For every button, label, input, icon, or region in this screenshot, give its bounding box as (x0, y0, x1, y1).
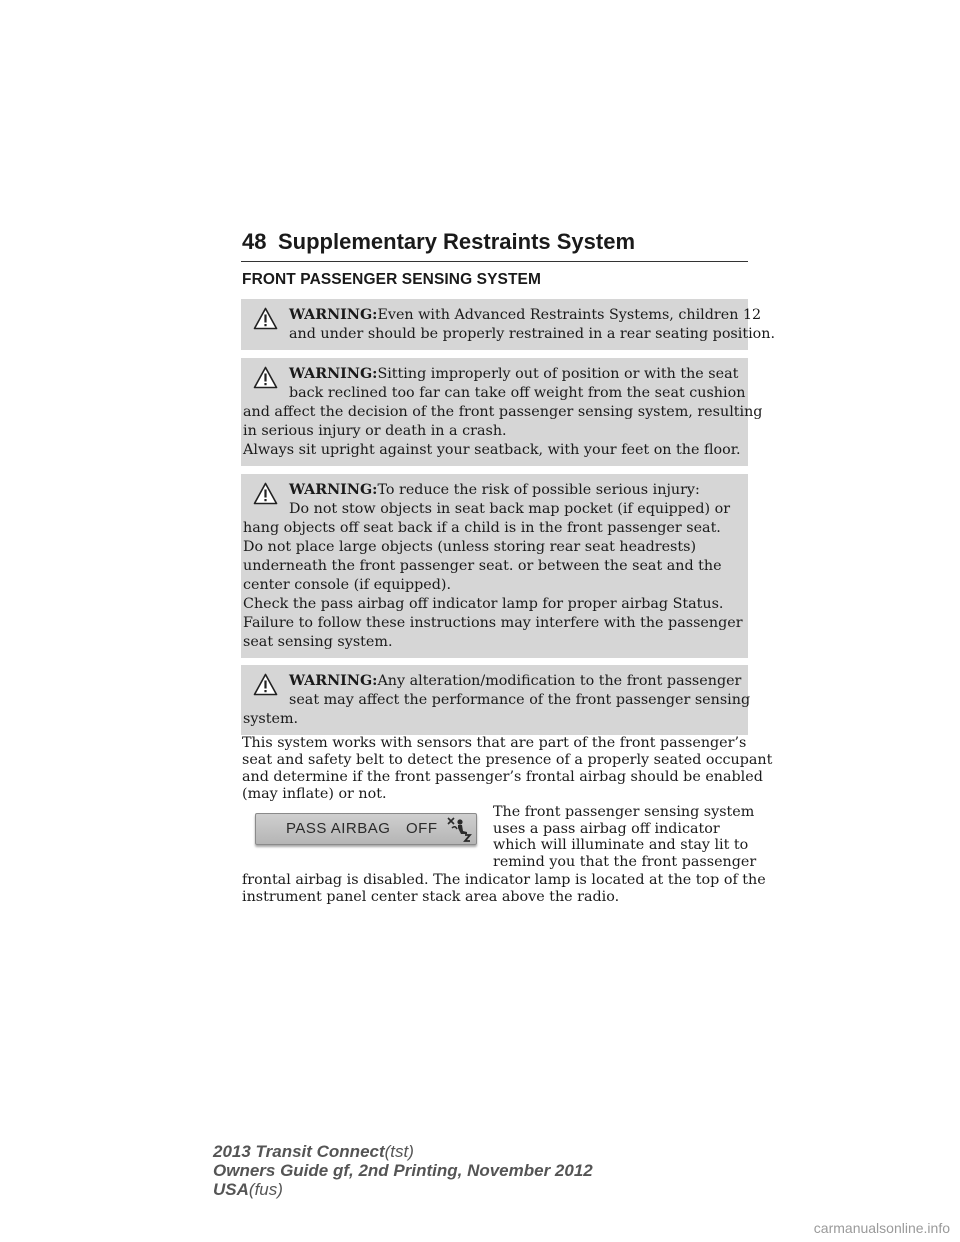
warning-text: Any alteration/modification to the front passenger (377, 673, 742, 689)
warning-box-4 (241, 665, 751, 735)
warning-line: underneath the front passenger seat. or between the seat and the (243, 558, 722, 574)
warning-first-line (241, 306, 762, 325)
warning-line: Check the pass airbag off indicator lamp for proper airbag Status. (243, 596, 724, 612)
section-heading: FRONT PASSENGER SENSING SYSTEM (242, 271, 541, 288)
body-paragraph (242, 735, 773, 803)
warning-line: system. (243, 711, 299, 727)
footer-line-1 (213, 1142, 593, 1161)
lamp-label: PASS AIRBAG (286, 820, 391, 837)
warning-label: WARNING: (289, 366, 378, 382)
body-line: and determine if the front passenger’s frontal airbag should be enabled (242, 769, 763, 785)
body-line: seat and safety belt to detect the presence of a properly seated occupant (242, 752, 773, 768)
footer-printing: Owners Guide gf, 2nd Printing, November 2012 (213, 1161, 593, 1180)
warning-line: and under should be properly restrained in a rear seating position. (289, 326, 776, 342)
footer-line-2 (213, 1161, 593, 1180)
warning-label: WARNING: (289, 482, 378, 498)
warning-triangle-icon (253, 366, 278, 389)
chapter-title: Supplementary Restraints System (278, 229, 636, 254)
document-footer (213, 1142, 593, 1199)
side-paragraph (493, 804, 757, 870)
body-line: (may inflate) or not. (242, 786, 387, 802)
warning-text: To reduce the risk of possible serious injury: (377, 482, 700, 498)
warning-text: Even with Advanced Restraints Systems, children 12 (377, 307, 762, 323)
warning-box-2 (241, 358, 763, 466)
body-line: frontal airbag is disabled. The indicator lamp is located at the top of the (242, 872, 766, 888)
page-number: 48 (242, 229, 267, 254)
side-line: remind you that the front passenger (493, 853, 757, 870)
side-line: which will illuminate and stay lit to (493, 837, 749, 853)
footer-market-code: (fus) (248, 1180, 283, 1199)
passenger-airbag-icon (446, 816, 472, 842)
warning-triangle-icon (253, 673, 278, 696)
warning-box-1 (241, 299, 776, 350)
warning-first-line (241, 365, 740, 384)
body-line: This system works with sensors that are part of the front passenger’s (242, 735, 747, 751)
warning-line: hang objects off seat back if a child is in the front passenger seat. (243, 520, 721, 536)
page-header (241, 229, 748, 262)
warning-label: WARNING: (289, 307, 378, 323)
side-line: uses a pass airbag off indicator (493, 820, 720, 837)
side-line: The front passenger sensing system (493, 804, 755, 820)
warning-box-3 (241, 474, 748, 658)
body-line: instrument panel center stack area above the radio. (242, 889, 620, 905)
footer-line-3 (213, 1180, 593, 1199)
warning-line: back reclined too far can take off weight from the seat cushion (289, 385, 746, 401)
pass-airbag-off-indicator (255, 813, 477, 845)
footer-market: USA (213, 1180, 249, 1199)
footer-model: 2013 Transit Connect (213, 1142, 385, 1161)
warning-label: WARNING: (289, 673, 378, 689)
closing-paragraph (242, 872, 766, 906)
warning-line: Failure to follow these instructions may interfere with the passenger (243, 615, 743, 631)
warning-first-line (241, 481, 740, 500)
warning-line: Do not stow objects in seat back map pocket (if equipped) or (289, 501, 731, 517)
watermark: carmanualsonline.info (813, 1220, 950, 1236)
warning-triangle-icon (253, 482, 278, 505)
warning-line: Always sit upright against your seatback, with your feet on the floor. (243, 442, 741, 458)
warning-first-line (241, 672, 740, 691)
footer-model-code: (tst) (384, 1142, 414, 1161)
warning-text: Sitting improperly out of position or with the seat (377, 366, 739, 382)
warning-triangle-icon (253, 307, 278, 330)
warning-line: and affect the decision of the front passenger sensing system, resulting (243, 404, 763, 420)
warning-line: in serious injury or death in a crash. (243, 423, 507, 439)
warning-line: center console (if equipped). (243, 577, 452, 593)
warning-line: Do not place large objects (unless storing rear seat headrests) (243, 539, 697, 555)
warning-line: seat may affect the performance of the front passenger sensing (289, 692, 751, 708)
lamp-state: OFF (406, 820, 438, 837)
warning-line: seat sensing system. (243, 634, 393, 650)
